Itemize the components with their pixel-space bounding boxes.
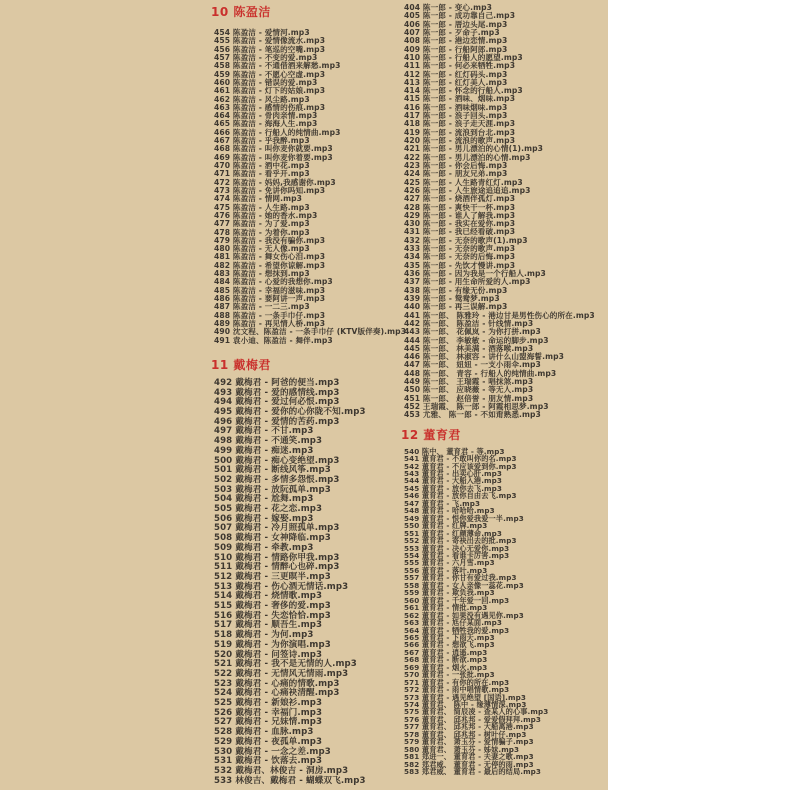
track-row: 440 陈一郎 - 再三误解.mp3 (404, 302, 508, 312)
track-row: 483 陈盈洁 - 想抹到.mp3 (214, 269, 310, 279)
right-column (401, 3, 595, 777)
track-row: 571 董育君 - 有你的所在.mp3 (404, 677, 510, 687)
track-row: 501 戴梅君 - 断线风筝.mp3 (214, 465, 331, 476)
track-row: 557 董育君 - 你甘有爱过我.mp3 (404, 573, 517, 583)
track-row: 518 戴梅君 - 为何.mp3 (214, 630, 314, 641)
track-row: 488 陈盈洁 - 一条手巾仔.mp3 (214, 310, 326, 320)
track-row: 527 戴梅君 - 兄妹情.mp3 (214, 717, 323, 728)
track-row: 580 董育君、 萧玉芬 - 姊妹.mp3 (404, 744, 520, 754)
track-row: 499 戴梅君 - 痴迷.mp3 (214, 445, 314, 456)
track-row: 503 戴梅君 - 放阮孤单.mp3 (214, 484, 331, 495)
track-row: 489 陈盈洁 - 再见情人桥.mp3 (214, 318, 326, 328)
track-row: 522 戴梅君 - 无情风无情雨.mp3 (214, 668, 349, 679)
track-row: 583 郑君威、 董育君 - 最后的结局.mp3 (404, 767, 542, 777)
track-row: 507 戴梅君 - 冷月照孤单.mp3 (214, 523, 340, 534)
track-row: 514 戴梅君 - 烧情歌.mp3 (214, 591, 323, 602)
track-row: 572 董育君 - 雨中唱情歌.mp3 (404, 685, 510, 695)
track-row: 466 陈盈洁 - 行船人的纯情曲.mp3 (214, 127, 341, 137)
track-section (401, 427, 595, 777)
track-row: 509 戴梅君 - 牵教.mp3 (214, 542, 314, 553)
track-row: 560 董育君 - 千年爱一回.mp3 (404, 595, 510, 605)
track-row: 481 陈盈洁 - 舞女伤心泪.mp3 (214, 252, 326, 262)
track-row: 413 陈一郎 - 红灯美人.mp3 (404, 77, 508, 87)
track-row: 490 沈文程、陈盈洁 - 一条手巾仔 (KTV版伴奏).mp3 (214, 327, 407, 337)
track-row: 443 陈一郎、 花佩岚 - 为你打拼.mp3 (404, 327, 541, 337)
track-row: 491 袁小迪、陈盈洁 - 舞伴.mp3 (214, 335, 333, 345)
track-row: 455 陈盈洁 - 爱情像流水.mp3 (214, 36, 326, 46)
track-row: 476 陈盈洁 - 她的香水.mp3 (214, 210, 318, 220)
track-row: 451 陈一郎、 赵倍誉 - 朋友情.mp3 (404, 393, 534, 403)
track-row: 506 戴梅君 - 嫁娶.mp3 (214, 513, 314, 524)
track-row: 434 陈一郎 - 无奈的后悔.mp3 (404, 252, 516, 262)
track-section (211, 357, 406, 787)
track-row: 554 董育君 - 看谁卡厉害.mp3 (404, 550, 510, 560)
track-row: 525 戴梅君 - 新娘衫.mp3 (214, 698, 323, 709)
track-row: 544 董育君 - 大船入港.mp3 (404, 476, 502, 486)
track-row: 407 陈一郎 - 歹命子.mp3 (404, 27, 500, 37)
track-row: 574 董育君、 陈中 - 缘薄情深.mp3 (404, 700, 527, 710)
track-row: 494 戴梅君 - 爱过何必恨.mp3 (214, 397, 340, 408)
track-row: 552 董育君 - 寄袂出去的批.mp3 (404, 536, 517, 546)
track-row: 564 董育君 - 牺牲我的爱.mp3 (404, 625, 510, 635)
track-row: 558 董育君 - 女人亲像一蕊花.mp3 (404, 580, 524, 590)
track-row: 576 董育君、 邱兆邦 - 爱爱假拜拜.mp3 (404, 714, 542, 724)
track-row: 496 戴梅君 - 爱情的苦药.mp3 (214, 416, 340, 427)
section-header: 12 董育君 (401, 427, 461, 442)
track-row: 486 陈盈洁 - 要阿讲一声.mp3 (214, 294, 326, 303)
track-row: 545 董育君 - 放你去飞.mp3 (404, 483, 502, 493)
track-row: 447 陈一郎、 妞妞 - 一支小雨伞.mp3 (404, 360, 541, 370)
track-row: 439 陈一郎 - 鸳鸯梦.mp3 (404, 293, 500, 303)
track-row: 553 董育君 - 决心无爱你.mp3 (404, 543, 510, 553)
track-row: 498 戴梅君 - 不通笑.mp3 (214, 436, 323, 447)
track-row: 411 陈一郎 - 何必来牺牲.mp3 (404, 61, 516, 71)
track-row: 492 戴梅君 - 阿爸的便当.mp3 (214, 377, 340, 388)
track-row: 463 陈盈洁 - 感情的伤痕.mp3 (214, 102, 326, 112)
track-row: 495 戴梅君 - 爱你的心你陇不知.mp3 (214, 406, 366, 417)
track-row: 453 尤雅、 陈一郎 - 不如甭熟悉.mp3 (404, 410, 541, 420)
track-row: 548 董育君 - 哈哈哈.mp3 (404, 506, 495, 516)
track-row: 533 林俊吉、戴梅君 - 蝴蝶双飞.mp3 (214, 775, 366, 786)
track-row: 423 陈一郎 - 你会后悔.mp3 (404, 160, 508, 170)
track-row: 461 陈盈洁 - 灯下的姑娘.mp3 (214, 86, 326, 96)
track-row: 408 陈一郎 - 港边恋情.mp3 (404, 36, 508, 46)
track-row: 523 戴梅君 - 心痛的情歌.mp3 (214, 678, 340, 689)
track-row: 415 陈一郎 - 酒味、烟味.mp3 (404, 94, 516, 104)
track-section (211, 5, 407, 345)
track-row: 513 戴梅君 - 伤心酒无情话.mp3 (214, 581, 349, 592)
track-row: 479 陈盈洁 - 我没有骗你.mp3 (214, 235, 326, 245)
track-row: 449 陈一郎、 王瑞霞 - 唱抹煞.mp3 (404, 377, 534, 387)
track-row: 406 陈一郎 - 厝边头尾.mp3 (404, 19, 508, 29)
track-row: 437 陈一郎 - 用生命所爱的人.mp3 (404, 277, 531, 287)
track-row: 456 陈盈洁 - 笔巡的空嘴.mp3 (214, 44, 326, 54)
track-row: 517 戴梅君 - 顺吾生.mp3 (214, 620, 323, 631)
track-row: 482 陈盈洁 - 希望你谅解.mp3 (214, 260, 326, 270)
track-row: 420 陈一郎 - 流浪的歌声.mp3 (404, 136, 516, 145)
track-row: 540 陈中、 董育君 - 等.mp3 (404, 446, 505, 456)
track-row: 485 陈盈洁 - 幸福的滋味.mp3 (214, 285, 326, 295)
track-row: 405 陈一郎 - 成功靠自己.mp3 (404, 11, 516, 21)
section-header: 11 戴梅君 (211, 357, 271, 372)
track-row: 471 陈盈洁 - 看乎开.mp3 (214, 169, 310, 179)
track-row: 549 董育君 - 恨你爱我爱一半.mp3 (404, 513, 524, 523)
track-row: 529 戴梅君 - 夜孤单.mp3 (214, 736, 323, 747)
left-column (211, 5, 407, 786)
track-row: 477 陈盈洁 - 为了爱.mp3 (214, 219, 310, 229)
track-row: 565 董育君 - 下雨天.mp3 (404, 632, 495, 642)
track-row: 542 董育君 - 不应该爱到你.mp3 (404, 461, 517, 471)
track-row: 452 王瑞霞、 陈一郎 - 阿霞相思梦.mp3 (404, 402, 549, 411)
track-row: 521 戴梅君 - 我不是无情的人.mp3 (214, 659, 357, 670)
track-row: 502 戴梅君 - 多情多怨恨.mp3 (214, 474, 340, 485)
track-row: 573 董育君 - 遇见绝望 [国语].mp3 (404, 692, 526, 702)
track-row: 445 陈一郎、 林美满 - 酒落喉.mp3 (404, 343, 534, 353)
track-row: 528 戴梅君 - 血脉.mp3 (214, 727, 314, 738)
track-row: 541 董育君 - 不敢叫你的名.mp3 (404, 454, 517, 464)
track-row: 475 陈盈洁 - 人生路.mp3 (214, 202, 310, 212)
track-row: 551 董育君 - 红颜薄命.mp3 (404, 528, 502, 538)
section-header: 10 陈盈洁 (211, 5, 271, 19)
track-row: 460 陈盈洁 - 错误的爱.mp3 (214, 77, 318, 87)
track-row: 579 董育君、 萧玉芬 - 爱情骗子.mp3 (404, 737, 534, 747)
track-row: 429 陈一郎 - 谁人了解我.mp3 (404, 210, 516, 220)
track-row: 532 戴梅君、林俊吉 - 洞房.mp3 (214, 766, 349, 776)
track-row: 561 董育君 - 情批.mp3 (404, 603, 488, 613)
track-row: 519 戴梅君 - 为你演唱.mp3 (214, 639, 331, 650)
track-row: 493 戴梅君 - 爱的感情线.mp3 (214, 387, 340, 398)
track-row: 500 戴梅君 - 痴心变绝望.mp3 (214, 455, 340, 466)
track-row: 438 陈一郎 - 有缘无份.mp3 (404, 285, 508, 295)
track-row: 428 陈一郎 - 爽快干一杯.mp3 (404, 202, 516, 212)
track-row: 430 陈一郎 - 我实在爱你.mp3 (404, 219, 516, 229)
track-row: 410 陈一郎 - 行船人的愿望.mp3 (404, 52, 523, 62)
track-section (404, 4, 595, 420)
track-row: 404 陈一郎 - 变心.mp3 (404, 3, 493, 12)
track-row: 581 郑进一、 董育君 - 夫妻之歌.mp3 (404, 752, 534, 762)
track-row: 568 董育君 - 断欲.mp3 (404, 655, 488, 665)
track-row: 556 董育君 - 落叶.mp3 (404, 565, 488, 575)
track-row: 422 陈一郎 - 男儿漂泊的心情.mp3 (404, 152, 531, 162)
track-row: 444 陈一郎、 李敏敏 - 命运的脚步.mp3 (404, 335, 549, 345)
track-row: 566 董育君 - 想欲飞.mp3 (404, 640, 495, 650)
track-row: 547 董育君 - 飞.mp3 (404, 498, 481, 508)
track-row: 448 陈一郎、 青容 - 行船人的纯情曲.mp3 (404, 368, 557, 378)
track-row: 577 董育君、 邱兆邦 - 大船离港.mp3 (404, 722, 534, 732)
track-row: 457 陈盈洁 - 不变的爱.mp3 (214, 52, 318, 62)
track-row: 508 戴梅君 - 女神降临.mp3 (214, 533, 331, 544)
track-row: 468 陈盈洁 - 叫你麦你就要.mp3 (214, 144, 333, 154)
track-row: 426 陈一郎 - 人生旅途追追追.mp3 (404, 185, 531, 195)
track-row: 421 陈一郎 - 男儿漂泊的心情(1).mp3 (404, 144, 544, 154)
track-row: 515 戴梅君 - 奢侈的爱.mp3 (214, 601, 331, 612)
track-row: 412 陈一郎 - 红灯码头.mp3 (404, 69, 508, 79)
track-row: 472 陈盈洁 - 妈妈,我感谢你.mp3 (214, 177, 336, 187)
track-row: 511 戴梅君 - 情醉心也碎.mp3 (214, 562, 340, 573)
track-row: 417 陈一郎 - 浪子回头.mp3 (404, 111, 508, 121)
track-row: 582 郑君威、 董育君 - 无停的雨.mp3 (404, 759, 534, 769)
track-row: 458 陈盈洁 - 不通借酒来解愁.mp3 (214, 61, 341, 71)
track-row: 462 陈盈洁 - 风尘路.mp3 (214, 94, 310, 104)
track-row: 433 陈一郎 - 无奈的歌声.mp3 (404, 244, 516, 254)
track-row: 450 陈一郎、 应晓薇 - 等无人.mp3 (404, 385, 534, 395)
track-row: 505 戴梅君 - 花之恋.mp3 (214, 504, 323, 515)
track-row: 510 戴梅君 - 情路你甲我.mp3 (214, 552, 340, 563)
track-row: 546 董育君 - 放你自由去飞.mp3 (404, 491, 517, 501)
track-row: 414 陈一郎 - 怀念的行船人.mp3 (404, 86, 523, 96)
track-row: 543 董育君 - 出卖心肝.mp3 (404, 468, 502, 478)
track-row: 425 陈一郎 - 人生路青红灯.mp3 (404, 177, 523, 187)
track-row: 504 戴梅君 - 尬舞.mp3 (214, 494, 314, 505)
track-row: 578 董育君、 邱兆邦 - 树叶仔.mp3 (404, 729, 527, 739)
track-row: 469 陈盈洁 - 叫你麦你着要.mp3 (214, 152, 333, 162)
track-row: 484 陈盈洁 - 心爱的我想你.mp3 (214, 277, 333, 287)
track-row: 480 陈盈洁 - 无人像.mp3 (214, 244, 310, 254)
track-row: 459 陈盈洁 - 不愿心空虚.mp3 (214, 69, 326, 79)
track-row: 478 陈盈洁 - 为着你.mp3 (214, 227, 310, 237)
track-row: 441 陈一郎、 陈雅玲 - 港边甘是男性伤心的所在.mp3 (404, 310, 595, 320)
track-row: 570 董育君 - 一张批.mp3 (404, 670, 495, 680)
track-row: 464 陈盈洁 - 骨肉亲情.mp3 (214, 111, 318, 121)
track-row: 526 戴梅君 - 幸福门.mp3 (214, 707, 323, 718)
track-row: 512 戴梅君 - 三更暝半.mp3 (214, 571, 331, 582)
track-row: 524 戴梅君 - 心痛袂清醒.mp3 (214, 688, 340, 699)
track-row: 516 戴梅君 - 失恋恰恰.mp3 (214, 610, 331, 621)
track-row: 487 陈盈洁 - 一二三.mp3 (214, 302, 310, 312)
track-row: 497 戴梅君 - 不甘.mp3 (214, 426, 314, 437)
track-row: 575 董育君、 简辰凌 - 查某人的心事.mp3 (404, 707, 549, 717)
track-row: 446 陈一郎、 林淑容 - 讲什么山盟海誓.mp3 (404, 352, 565, 362)
track-row: 530 戴梅君 - 一念之差.mp3 (214, 746, 331, 757)
track-row: 427 陈一郎 - 烧酒伴孤灯.mp3 (404, 194, 516, 204)
track-row: 550 董育君 - 红牌.mp3 (404, 521, 488, 531)
track-row: 467 陈盈洁 - 乎我醉.mp3 (214, 136, 310, 146)
track-row: 559 董育君 - 欺负我.mp3 (404, 588, 495, 598)
track-row: 567 董育君 - 逍遥.mp3 (404, 647, 488, 657)
track-row: 416 陈一郎 - 酒味烟味.mp3 (404, 102, 508, 112)
track-row: 465 陈盈洁 - 海海人生.mp3 (214, 119, 318, 129)
track-row: 409 陈一郎 - 行船阿郎.mp3 (404, 44, 508, 54)
track-row: 424 陈一郎 - 朋友兄弟.mp3 (404, 169, 508, 179)
track-row: 569 董育君 - 烟火.mp3 (404, 662, 488, 672)
track-row: 454 陈盈洁 - 爱情河.mp3 (214, 28, 310, 37)
track-row: 419 陈一郎 - 流浪到台北.mp3 (404, 127, 516, 137)
track-row: 473 陈盈洁 - 免讲你吗知.mp3 (214, 185, 326, 195)
track-row: 470 陈盈洁 - 酒中花.mp3 (214, 161, 310, 170)
track-row: 432 陈一郎 - 无奈的歌声(1).mp3 (404, 235, 528, 245)
track-row: 435 陈一郎 - 先饮才慢讲.mp3 (404, 260, 516, 270)
track-row: 520 戴梅君 - 问签诗.mp3 (214, 649, 323, 660)
track-row: 474 陈盈洁 - 情网.mp3 (214, 194, 303, 204)
track-row: 418 陈一郎 - 浪子走天涯.mp3 (404, 119, 516, 129)
track-row: 442 陈一郎、 陈盈洁 - 针线情.mp3 (404, 318, 534, 328)
track-row: 531 戴梅君 - 饮落去.mp3 (214, 756, 323, 767)
track-row: 555 董育君 - 六月雪.mp3 (404, 558, 495, 568)
track-row: 563 董育君 - 尪仔某面.mp3 (404, 618, 502, 628)
track-row: 562 董育君 - 如果没有遇见你.mp3 (404, 610, 524, 620)
track-row: 436 陈一郎 - 因为我是一个行船人.mp3 (404, 269, 546, 278)
track-row: 431 陈一郎 - 我已经看破.mp3 (404, 227, 516, 237)
